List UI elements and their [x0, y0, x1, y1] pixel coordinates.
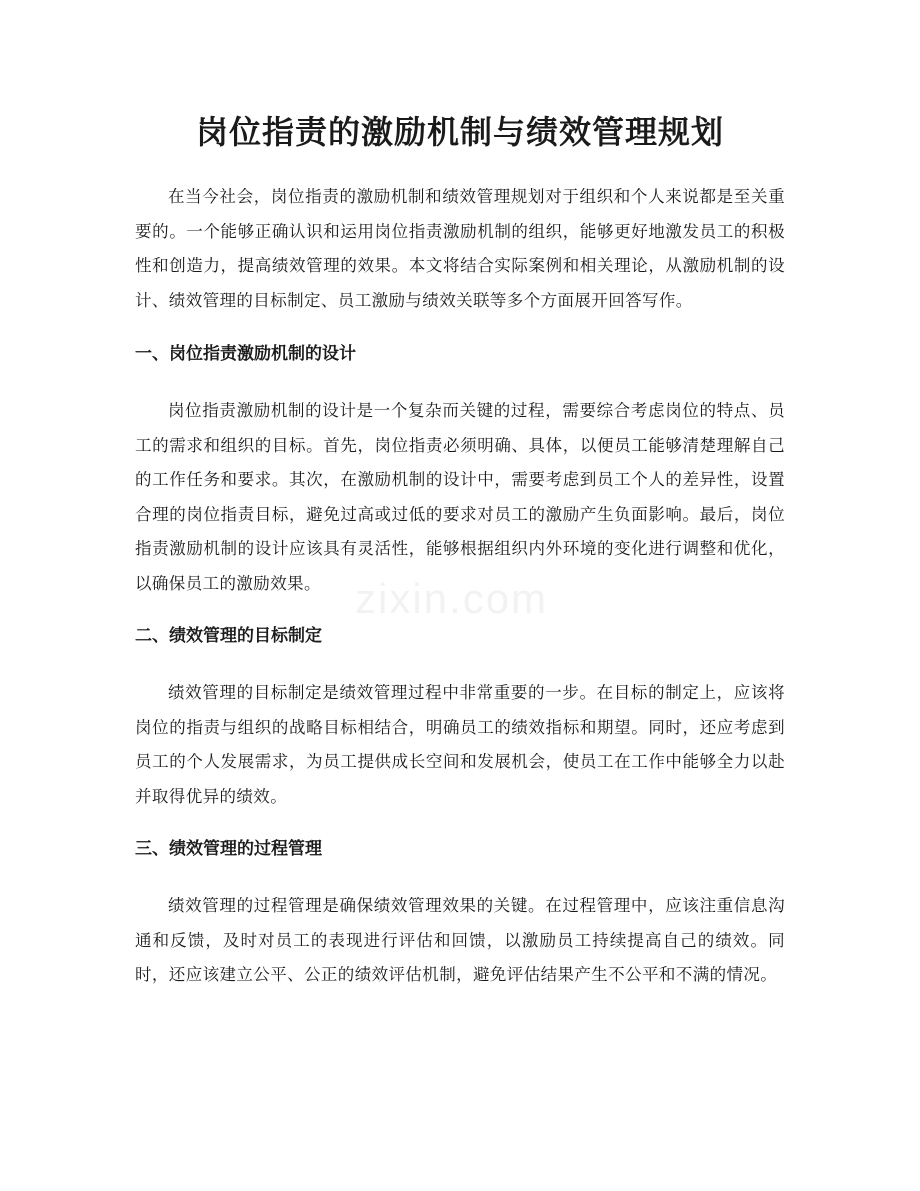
section-body-1: 岗位指责激励机制的设计是一个复杂而关键的过程，需要综合考虑岗位的特点、员工的需求和组织的目标。首先，岗位指责必须明确、具体，以便员工能够清楚理解自己的工作任务和要求。其次，在激励机制的设计中，需要考虑到员工个人的差异性，设置合理的岗位指责目标，避免过高或过低的要求对员工的激励产生负面影响。最后，岗位指责激励机制的设计应该具有灵活性，能够根据组织内外环境的变化进行调整和优化，以确保员工的激励效果。 [135, 401, 785, 593]
watermark: zixin.com [355, 575, 549, 622]
document-title: 岗位指责的激励机制与绩效管理规划 [195, 113, 724, 151]
section-body-2: 绩效管理的目标制定是绩效管理过程中非常重要的一步。在目标的制定上，应该将岗位的指责与组织的战略目标相结合，明确员工的绩效指标和期望。同时，还应考虑到员工的个人发展需求，为员工提供成长空间和发展机会，使员工在工作中能够全力以赴并取得优异的绩效。 [135, 683, 785, 806]
intro-paragraph: 在当今社会，岗位指责的激励机制和绩效管理规划对于组织和个人来说都是至关重要的。一个能够正确认识和运用岗位指责激励机制的组织，能够更好地激发员工的积极性和创造力，提高绩效管理的效果。本文将结合实际案例和相关理论，从激励机制的设计、绩效管理的目标制定、员工激励与绩效关联等多个方面展开回答写作。 [135, 187, 785, 310]
section-heading-1: 一、岗位指责激励机制的设计 [135, 344, 356, 364]
section-heading-2: 二、绩效管理的目标制定 [135, 626, 322, 646]
section-heading-3: 三、绩效管理的过程管理 [135, 839, 322, 859]
section-body-3: 绩效管理的过程管理是确保绩效管理效果的关键。在过程管理中，应该注重信息沟通和反馈，及时对员工的表现进行评估和回馈，以激励员工持续提高自己的绩效。同时，还应该建立公平、公正的绩效评估机制，避免评估结果产生不公平和不满的情况。 [135, 896, 785, 984]
